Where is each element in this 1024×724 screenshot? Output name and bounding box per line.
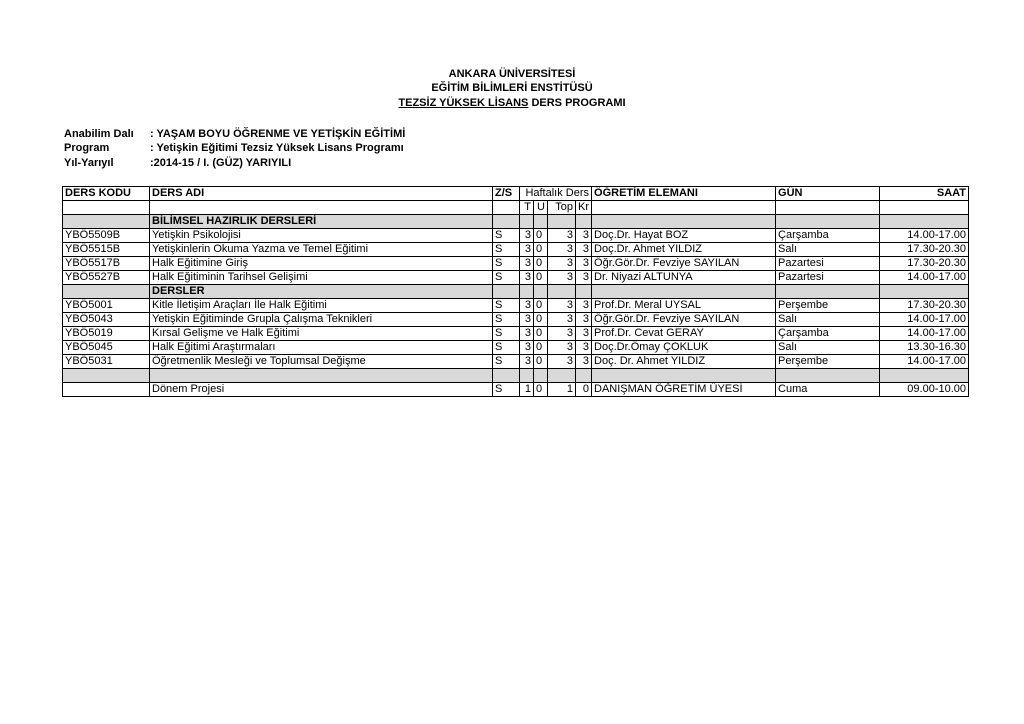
header-blank	[493, 201, 520, 215]
course-kr: 3	[576, 257, 592, 271]
course-code: YBÖ5527B	[63, 271, 150, 285]
course-zs: S	[493, 243, 520, 257]
course-instructor: Doç. Dr. Ahmet YILDIZ	[592, 355, 776, 369]
course-day: Perşembe	[776, 355, 880, 369]
course-kr: 3	[576, 313, 592, 327]
course-day: Pazartesi	[776, 257, 880, 271]
course-t: 3	[520, 341, 534, 355]
header-row-2	[63, 201, 969, 215]
section-title: DERSLER	[150, 285, 493, 299]
course-zs: S	[493, 271, 520, 285]
course-day: Salı	[776, 341, 880, 355]
course-name: Kitle İletişim Araçları İle Halk Eğitimi	[150, 299, 493, 313]
table-row	[63, 271, 969, 285]
section-title: BİLİMSEL HAZIRLIK DERSLERİ	[150, 215, 493, 229]
course-time: 14.00-17.00	[880, 327, 969, 341]
header-code: DERS KODU	[63, 187, 150, 201]
department-label: Anabilim Dalı	[64, 128, 134, 140]
course-zs: S	[493, 299, 520, 313]
course-t: 3	[520, 271, 534, 285]
course-time: 14.00-17.00	[880, 271, 969, 285]
course-zs: S	[493, 229, 520, 243]
course-kr: 3	[576, 229, 592, 243]
header-blank	[592, 201, 776, 215]
course-zs: S	[493, 383, 520, 397]
course-code: YBÖ5517B	[63, 257, 150, 271]
course-name: Yetişkin Eğitiminde Grupla Çalışma Teknikleri	[150, 313, 493, 327]
course-kr: 3	[576, 355, 592, 369]
course-day: Pazartesi	[776, 271, 880, 285]
course-u: 0	[534, 243, 548, 257]
course-name: Öğretmenlik Mesleği ve Toplumsal Değişme	[150, 355, 493, 369]
table-row	[63, 355, 969, 369]
course-time: 09.00-10.00	[880, 383, 969, 397]
header-zs: Z/S	[493, 187, 520, 201]
course-zs: S	[493, 355, 520, 369]
course-zs: S	[493, 341, 520, 355]
header-row-1	[63, 187, 969, 201]
course-time: 14.00-17.00	[880, 355, 969, 369]
course-time: 17.30-20.30	[880, 243, 969, 257]
program-title-underlined: TEZSİZ YÜKSEK LİSANS	[398, 97, 529, 109]
course-u: 0	[534, 355, 548, 369]
table-row	[63, 341, 969, 355]
header-blank	[880, 201, 969, 215]
header-blank	[776, 201, 880, 215]
course-t: 3	[520, 257, 534, 271]
course-code	[63, 383, 150, 397]
header-weekly: Haftalık Ders	[520, 187, 592, 201]
course-name: Halk Eğitimi Araştırmaları	[150, 341, 493, 355]
course-code: YBÖ5509B	[63, 229, 150, 243]
table-row	[63, 313, 969, 327]
program-title	[0, 96, 1024, 110]
course-schedule-table	[62, 186, 969, 397]
header-blank	[150, 201, 493, 215]
program-title-rest: DERS PROGRAMI	[528, 97, 626, 109]
blank-row	[63, 369, 969, 383]
course-u: 0	[534, 299, 548, 313]
course-t: 3	[520, 229, 534, 243]
section-blank	[63, 285, 150, 299]
university-title: ANKARA ÜNİVERSİTESİ	[448, 68, 576, 80]
course-u: 0	[534, 313, 548, 327]
course-instructor: Öğr.Gör.Dr. Fevziye SAYILAN	[592, 257, 776, 271]
course-kr: 3	[576, 341, 592, 355]
section-row-courses	[63, 285, 969, 299]
course-kr: 3	[576, 299, 592, 313]
course-top: 3	[548, 243, 576, 257]
course-instructor: Doç.Dr. Hayat BOZ	[592, 229, 776, 243]
term-label: Yıl-Yarıyıl	[64, 157, 114, 169]
header-u: U	[534, 201, 548, 215]
institute-title: EĞİTİM BİLİMLERİ ENSTİTÜSÜ	[431, 82, 593, 94]
course-u: 0	[534, 257, 548, 271]
course-day: Çarşamba	[776, 327, 880, 341]
course-u: 0	[534, 229, 548, 243]
course-u: 0	[534, 327, 548, 341]
course-t: 1	[520, 383, 534, 397]
course-t: 3	[520, 243, 534, 257]
course-t: 3	[520, 355, 534, 369]
header-blank	[63, 201, 150, 215]
table-row	[63, 229, 969, 243]
header-kr: Kr	[576, 201, 592, 215]
table-row	[63, 327, 969, 341]
course-day: Salı	[776, 243, 880, 257]
course-t: 3	[520, 299, 534, 313]
course-day: Cuma	[776, 383, 880, 397]
course-code: YBÖ5001	[63, 299, 150, 313]
section-blank	[63, 215, 150, 229]
course-u: 0	[534, 271, 548, 285]
course-top: 3	[548, 299, 576, 313]
course-time: 17.30-20.30	[880, 257, 969, 271]
course-top: 3	[548, 355, 576, 369]
course-instructor: Doç.Dr.Ömay ÇOKLUK	[592, 341, 776, 355]
course-time: 13.30-16.30	[880, 341, 969, 355]
course-u: 0	[534, 383, 548, 397]
course-top: 3	[548, 313, 576, 327]
course-top: 3	[548, 257, 576, 271]
course-u: 0	[534, 341, 548, 355]
course-top: 3	[548, 327, 576, 341]
program-value: : Yetişkin Eğitimi Tezsiz Yüksek Lisans Programı	[150, 142, 404, 154]
header-name: DERS ADI	[150, 187, 493, 201]
course-name: Halk Eğitimine Giriş	[150, 257, 493, 271]
header-top: Top	[548, 201, 576, 215]
course-t: 3	[520, 327, 534, 341]
course-name: Yetişkinlerin Okuma Yazma ve Temel Eğitimi	[150, 243, 493, 257]
department-value: : YAŞAM BOYU ÖĞRENME VE YETİŞKİN EĞİTİMİ	[150, 128, 406, 140]
course-zs: S	[493, 313, 520, 327]
course-instructor: DANIŞMAN ÖĞRETİM ÜYESİ	[592, 383, 776, 397]
table-row	[63, 299, 969, 313]
program-label: Program	[64, 142, 110, 154]
meta-term	[64, 156, 291, 170]
project-row	[63, 383, 969, 397]
course-code: YBÖ5019	[63, 327, 150, 341]
course-kr: 3	[576, 327, 592, 341]
course-zs: S	[493, 327, 520, 341]
course-time: 14.00-17.00	[880, 313, 969, 327]
header-day: GÜN	[776, 187, 880, 201]
table-row	[63, 243, 969, 257]
course-code: YBÖ5031	[63, 355, 150, 369]
course-code: YBÖ5515B	[63, 243, 150, 257]
course-day: Çarşamba	[776, 229, 880, 243]
course-top: 3	[548, 341, 576, 355]
course-top: 3	[548, 229, 576, 243]
course-name: Yetişkin Psikolojisi	[150, 229, 493, 243]
course-name: Halk Eğitiminin Tarihsel Gelişimi	[150, 271, 493, 285]
course-instructor: Prof.Dr. Cevat GERAY	[592, 327, 776, 341]
term-value: :2014-15 / I. (GÜZ) YARIYILI	[150, 157, 292, 169]
course-instructor: Öğr.Gör.Dr. Fevziye SAYILAN	[592, 313, 776, 327]
course-kr: 0	[576, 383, 592, 397]
course-zs: S	[493, 257, 520, 271]
course-day: Perşembe	[776, 299, 880, 313]
course-instructor: Prof.Dr. Meral UYSAL	[592, 299, 776, 313]
course-code: YBÖ5043	[63, 313, 150, 327]
course-day: Salı	[776, 313, 880, 327]
course-name: Dönem Projesi	[150, 383, 493, 397]
course-top: 1	[548, 383, 576, 397]
course-code: YBÖ5045	[63, 341, 150, 355]
course-kr: 3	[576, 271, 592, 285]
course-name: Kırsal Gelişme ve Halk Eğitimi	[150, 327, 493, 341]
meta-department	[64, 127, 405, 141]
course-kr: 3	[576, 243, 592, 257]
meta-program	[64, 141, 404, 155]
course-time: 17.30-20.30	[880, 299, 969, 313]
course-time: 14.00-17.00	[880, 229, 969, 243]
section-row-scientific-prep	[63, 215, 969, 229]
course-instructor: Dr. Niyazi ALTUNYA	[592, 271, 776, 285]
course-instructor: Doç.Dr. Ahmet YILDIZ	[592, 243, 776, 257]
header-instructor: ÖĞRETİM ELEMANI	[592, 187, 776, 201]
header-time: SAAT	[880, 187, 969, 201]
table-row	[63, 257, 969, 271]
course-t: 3	[520, 313, 534, 327]
course-top: 3	[548, 271, 576, 285]
header-t: T	[520, 201, 534, 215]
